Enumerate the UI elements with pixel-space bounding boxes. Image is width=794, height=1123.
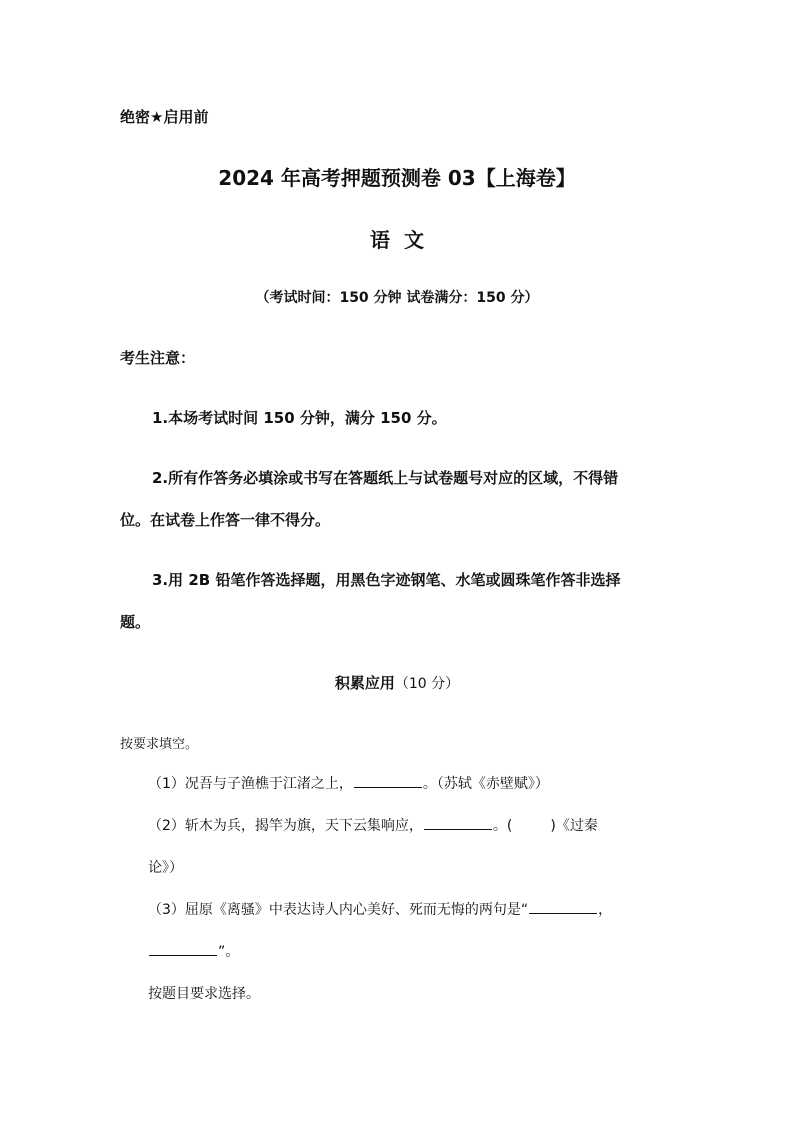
question-1-source: 。（苏轼《赤壁赋》） (422, 776, 549, 792)
notice-item-1: 1.本场考试时间 150 分钟，满分 150 分。 (152, 409, 447, 427)
question-1-blank[interactable] (354, 786, 422, 788)
question-3-text: （3）屈原《离骚》中表达诗人内心美好、死而无悔的两句是“ (148, 902, 529, 918)
question-2-text: （2）斩木为兵，揭竿为旗，天下云集响应， (148, 818, 423, 834)
question-3-blank-2[interactable] (149, 954, 217, 956)
question-3-blank-1[interactable] (529, 912, 597, 914)
question-3-comma: ， (598, 902, 613, 918)
choice-instruction: 按题目要求选择。 (148, 986, 260, 1002)
notice-item-3-line-2: 题。 (120, 613, 151, 631)
question-1 (148, 777, 549, 791)
question-3 (148, 903, 612, 917)
notice-item-2-line-2: 位。在试卷上作答一律不得分。 (120, 511, 331, 529)
question-1-text: （1）况吾与子渔樵于江渚之上， (148, 776, 353, 792)
notice-item-2-line-1: 2.所有作答务必填涂或书写在答题纸上与试卷题号对应的区域，不得错 (152, 469, 619, 487)
question-2-blank[interactable] (424, 828, 492, 830)
question-2-line-2: 论》） (148, 860, 183, 876)
question-2 (148, 819, 598, 833)
exam-info: （考试时间：150 分钟 试卷满分：150 分） (255, 290, 539, 306)
question-3-end: ”。 (218, 944, 240, 960)
notice-heading: 考生注意： (120, 349, 196, 367)
question-2-end: )《过秦 (550, 818, 598, 834)
question-2-mid: 。( (492, 818, 513, 834)
section-title-text: 积累应用 (334, 674, 395, 692)
section-title (0, 676, 794, 691)
fill-instruction: 按要求填空。 (120, 737, 199, 752)
section-score: （10 分） (394, 676, 460, 692)
confidential-label: 绝密★启用前 (120, 108, 209, 126)
exam-title: 2024 年高考押题预测卷 03【上海卷】 (218, 166, 576, 190)
notice-item-3-line-1: 3.用 2B 铅笔作答选择题，用黑色字迹钢笔、水笔或圆珠笔作答非选择 (152, 571, 621, 589)
subject-title: 语文 (370, 228, 438, 252)
question-3-line-2 (148, 945, 239, 959)
